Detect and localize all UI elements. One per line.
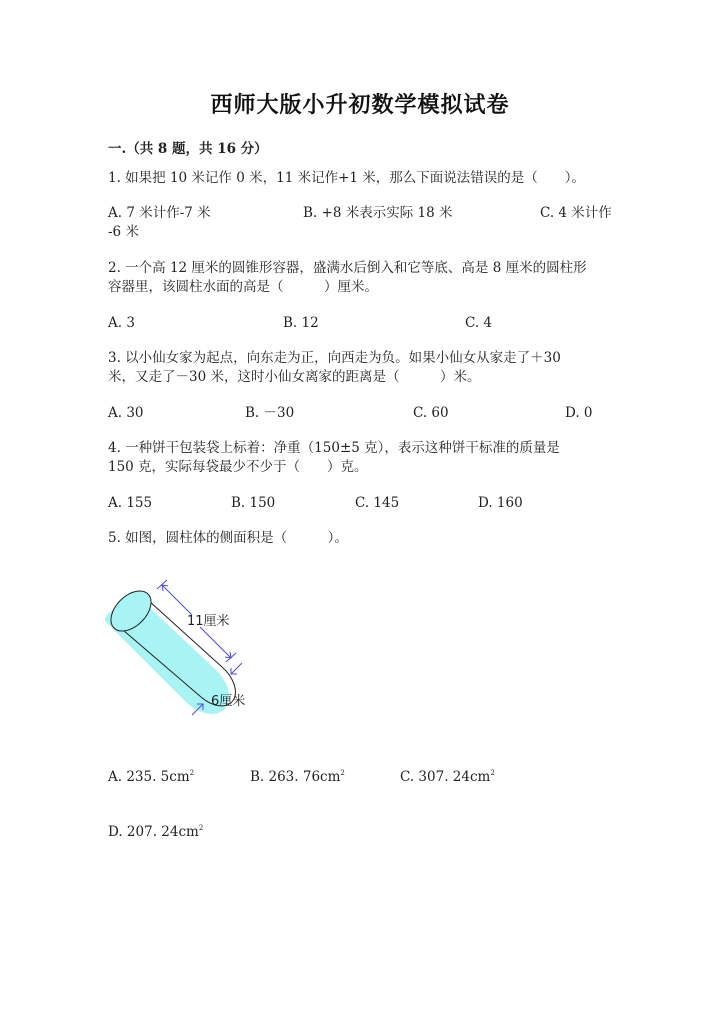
- question-4-option-d: D. 160: [478, 495, 523, 511]
- question-4-option-b: B. 150: [231, 495, 276, 511]
- unit-superscript: 2: [198, 824, 204, 832]
- section-heading: 一.（共 8 题，共 16 分）: [108, 141, 268, 157]
- question-1-text: 1. 如果把 10 米记作 0 米，11 米记作+1 米，那么下面说法错误的是（ ）。: [108, 170, 586, 186]
- question-2-option-c: C. 4: [465, 315, 493, 331]
- question-3-text-line1: 3. 以小仙女家为起点，向东走为正，向西走为负。如果小仙女从家走了＋30: [108, 350, 561, 366]
- length-label: 11厘米: [187, 614, 230, 629]
- option-b-value: B. 263. 76cm: [250, 769, 341, 785]
- question-1-option-c-continued: -6 米: [108, 224, 139, 240]
- question-5-option-c: [400, 763, 495, 787]
- question-1-option-b: B. +8 米表示实际 18 米: [303, 205, 453, 221]
- page-title: 西师大版小升初数学模拟试卷: [210, 92, 510, 118]
- question-4-option-a: A. 155: [108, 495, 153, 511]
- question-4-text-line1: 4. 一种饼干包装袋上标着：净重（150±5 克），表示这种饼干标准的质量是: [108, 440, 560, 456]
- question-2-option-b: B. 12: [283, 315, 319, 331]
- diameter-label: 6厘米: [211, 694, 246, 709]
- question-5-option-d: [108, 818, 203, 842]
- option-c-value: C. 307. 24cm: [400, 769, 491, 785]
- option-d-value: D. 207. 24cm: [108, 824, 199, 840]
- question-4-option-c: C. 145: [355, 495, 400, 511]
- question-2-text-line2: 容器里，该圆柱水面的高是（ ）厘米。: [108, 279, 378, 295]
- question-1-option-a: A. 7 米计作-7 米: [108, 205, 211, 221]
- question-5-option-a: [108, 763, 194, 787]
- question-3-option-a: A. 30: [108, 405, 144, 421]
- question-4-text-line2: 150 克，实际每袋最少不少于（ ）克。: [108, 459, 368, 475]
- question-1-option-c: C. 4 米计作: [540, 205, 612, 221]
- question-5-text: 5. 如图，圆柱体的侧面积是（ ）。: [108, 530, 348, 546]
- question-3-text-line2: 米，又走了－30 米，这时小仙女离家的距离是（ ）米。: [108, 369, 481, 385]
- unit-superscript: 2: [490, 769, 495, 777]
- question-5-option-b: [250, 763, 345, 787]
- question-2-text-line1: 2. 一个高 12 厘米的圆锥形容器，盛满水后倒入和它等底、高是 8 厘米的圆柱形: [108, 260, 587, 276]
- option-a-value: A. 235. 5cm: [108, 769, 190, 785]
- question-3-option-d: D. 0: [565, 405, 593, 421]
- unit-superscript: 2: [340, 769, 345, 777]
- unit-superscript: 2: [189, 769, 195, 777]
- question-3-option-b: B. －30: [245, 405, 295, 421]
- question-3-option-c: C. 60: [413, 405, 449, 421]
- cylinder-figure: [105, 575, 265, 725]
- question-2-option-a: A. 3: [108, 315, 135, 331]
